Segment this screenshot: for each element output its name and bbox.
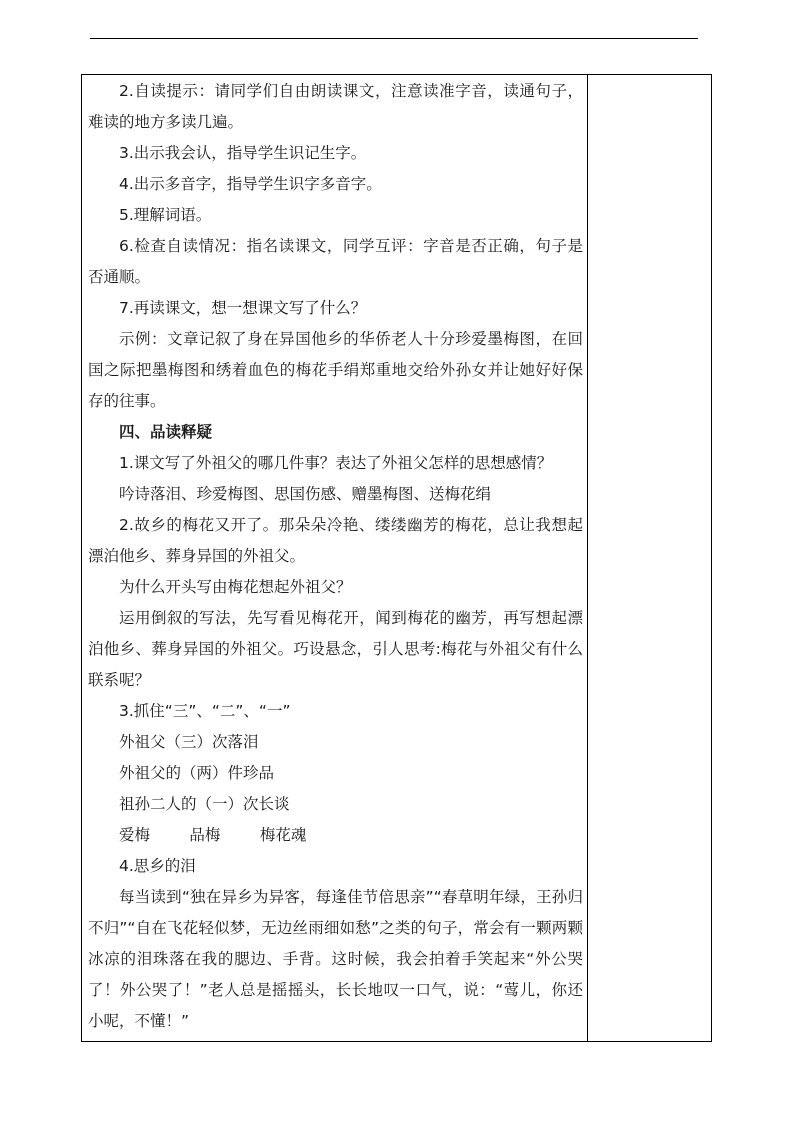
- lesson-content: [88, 76, 583, 1037]
- paragraph-homesick-tears: 每当读到“独在异乡为异客，每逢佳节倍思亲”“春草明年绿，王孙归不归”“自在飞花轻似梦，无边丝雨细如愁”之类的句子，常会有一颗两颗冰凉的泪珠落在我的腮边、手背。这时候，我会拍着手笑起来“外公哭了！外公哭了！”老人总是摇摇头，长长地叹一口气，说：“莺儿，你还小呢，不懂！”: [88, 888, 583, 1030]
- paragraph-reading-tip: 2.自读提示：请同学们自由朗读课文，注意读准字音，读通句子，难读的地方多读几遍。: [88, 82, 583, 131]
- paragraph-polyphonic-characters: 4.出示多音字，指导学生识字多音字。: [119, 175, 382, 193]
- header-rule: [90, 38, 698, 39]
- paragraph-plum-keywords: 爱梅 品梅 梅花魂: [119, 826, 307, 844]
- paragraph-recognize-characters: 3.出示我会认，指导学生识记生字。: [119, 144, 367, 162]
- paragraph-three-tears: 外祖父（三）次落泪: [119, 733, 259, 751]
- paragraph-answer-1: 吟诗落泪、珍爱梅图、思国伤感、赠墨梅图、送梅花绢: [119, 485, 492, 503]
- paragraph-answer-2: 运用倒叙的写法，先写看见梅花开，闻到梅花的幽芳，再写想起漂泊他乡、葬身异国的外祖父。巧设悬念，引人思考:梅花与外祖父有什么联系呢？: [88, 609, 583, 689]
- paragraph-two-treasures: 外祖父的（两）件珍品: [119, 764, 275, 782]
- paragraph-reread-question: 7.再读课文，想一想课文写了什么？: [119, 299, 367, 317]
- paragraph-quote-2: 2.故乡的梅花又开了。那朵朵冷艳、缕缕幽芳的梅花，总让我想起漂泊他乡、葬身异国的外祖父。: [88, 516, 583, 565]
- paragraph-question-1: 1.课文写了外祖父的哪几件事？表达了外祖父怎样的思想感情？: [119, 454, 553, 472]
- paragraph-item-4: 4.思乡的泪: [119, 857, 196, 875]
- paragraph-check-reading: 6.检查自读情况：指名读课文，同学互评：字音是否正确，句子是否通顺。: [88, 237, 583, 286]
- paragraph-example-answer: 示例：文章记叙了身在异国他乡的华侨老人十分珍爱墨梅图，在回国之际把墨梅图和绣着血色的梅花手绢郑重地交给外孙女并让她好好保存的往事。: [88, 330, 583, 410]
- paragraph-item-3: 3.抓住“三”、“二”、“一”: [119, 702, 291, 720]
- paragraph-question-2: 为什么开头写由梅花想起外祖父？: [119, 578, 352, 596]
- section-heading: 四、品读释疑: [119, 423, 213, 441]
- paragraph-one-talk: 祖孙二人的（一）次长谈: [119, 795, 290, 813]
- paragraph-understand-words: 5.理解词语。: [119, 206, 212, 224]
- table-column-divider: [587, 74, 588, 1042]
